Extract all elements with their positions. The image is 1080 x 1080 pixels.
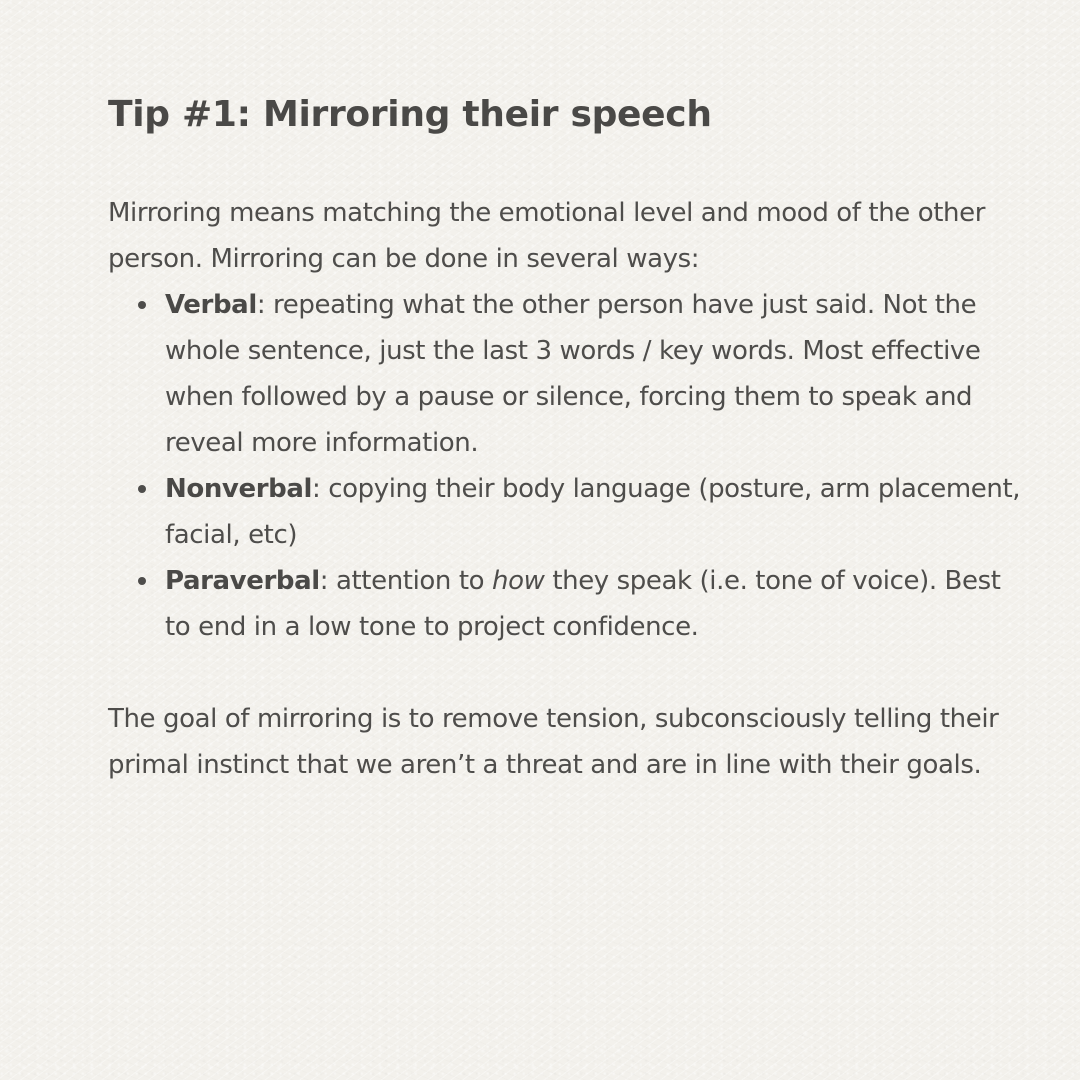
term-paraverbal: Paraverbal	[165, 566, 320, 596]
intro-paragraph: Mirroring means matching the emotional level and mood of the other person. Mirroring can be done in several ways:	[108, 198, 986, 274]
outro-paragraph: The goal of mirroring is to remove tension, subconsciously telling their primal instinct that we aren’t a threat and are in line with their goals.	[108, 704, 999, 780]
bullet-icon	[138, 301, 146, 309]
term-nonverbal: Nonverbal	[165, 474, 313, 504]
term-verbal: Verbal	[165, 290, 257, 320]
description-verbal: : repeating what the other person have just said. Not the whole sentence, just the last 3 words / key words. Most effective when followed by a pause or silence, forcing them to speak and reveal more information.	[165, 290, 981, 458]
bullet-icon	[138, 577, 146, 585]
description-paraverbal-start: : attention to	[319, 566, 493, 596]
list-item-paraverbal	[165, 558, 1028, 650]
description-paraverbal-end: they speak (i.e. tone of voice). Best to end in a low tone to project confidence.	[165, 566, 1001, 642]
mirroring-types-list	[108, 282, 1028, 650]
description-nonverbal: : copying their body language (posture, arm placement, facial, etc)	[165, 474, 1021, 550]
emphasis-how: how	[492, 566, 545, 596]
slide-content	[108, 92, 1028, 788]
bullet-icon	[138, 485, 146, 493]
list-item-verbal	[165, 282, 1028, 466]
page-title: Tip #1: Mirroring their speech	[108, 94, 712, 135]
list-item-nonverbal	[165, 466, 1028, 558]
